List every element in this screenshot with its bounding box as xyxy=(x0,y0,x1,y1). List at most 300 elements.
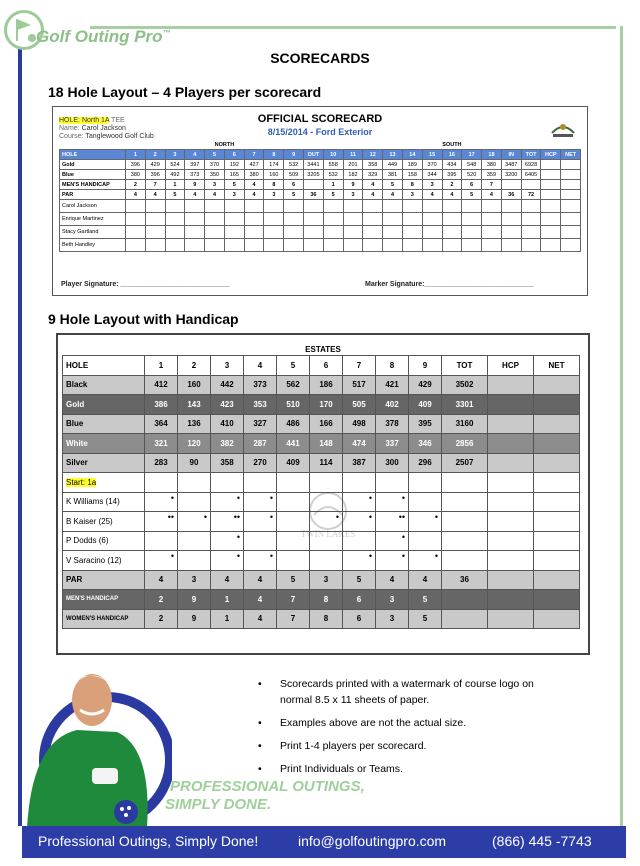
table-cell: 36 xyxy=(501,190,521,200)
score-cell[interactable] xyxy=(422,213,442,226)
table-cell: 410 xyxy=(211,414,244,434)
table-cell: 558 xyxy=(323,160,343,170)
table-cell xyxy=(534,414,580,434)
score-cell[interactable] xyxy=(224,213,244,226)
table-cell: 373 xyxy=(185,170,205,180)
table-cell: 524 xyxy=(165,160,185,170)
header-cell: 12 xyxy=(363,150,383,160)
table-cell: Blue xyxy=(60,170,126,180)
table-cell: 9 xyxy=(178,609,211,629)
score-cell[interactable] xyxy=(402,213,422,226)
score-cell[interactable] xyxy=(126,226,146,239)
score-cell[interactable] xyxy=(185,200,205,213)
score-cell[interactable] xyxy=(224,239,244,252)
table-cell: 396 xyxy=(145,170,165,180)
table-cell: 3200 xyxy=(501,170,521,180)
table-cell: 380 xyxy=(244,170,264,180)
score-cell[interactable] xyxy=(363,239,383,252)
score-cell[interactable] xyxy=(244,226,264,239)
table-cell: 492 xyxy=(165,170,185,180)
table-cell: 5 xyxy=(323,190,343,200)
table-cell: 2507 xyxy=(442,453,488,473)
blank-cell xyxy=(488,473,534,493)
score-cell[interactable] xyxy=(264,213,284,226)
table-cell: 165 xyxy=(224,170,244,180)
header-cell: 16 xyxy=(442,150,462,160)
table-cell: 3502 xyxy=(442,375,488,395)
score-cell[interactable]: • xyxy=(145,492,178,512)
score-cell[interactable] xyxy=(284,226,304,239)
table-cell: 412 xyxy=(145,375,178,395)
score-cell[interactable] xyxy=(145,239,165,252)
score-cell[interactable] xyxy=(561,239,581,252)
score-cell[interactable] xyxy=(402,200,422,213)
score-cell[interactable] xyxy=(224,200,244,213)
table-cell: 505 xyxy=(343,395,376,415)
player-name: V Saracino (12) xyxy=(63,551,145,571)
score-cell[interactable]: • xyxy=(343,551,376,571)
score-cell[interactable] xyxy=(442,213,462,226)
header-cell: 4 xyxy=(244,356,277,376)
table-cell: Gold xyxy=(60,160,126,170)
table-cell: 3 xyxy=(402,190,422,200)
score-cell[interactable] xyxy=(541,213,561,226)
score-cell[interactable] xyxy=(534,551,580,571)
table-cell: 498 xyxy=(343,414,376,434)
score-cell[interactable]: • xyxy=(343,512,376,532)
score-cell[interactable] xyxy=(205,200,225,213)
score-cell[interactable] xyxy=(126,239,146,252)
table-cell: 395 xyxy=(409,414,442,434)
table-cell: 4 xyxy=(126,190,146,200)
score-cell[interactable] xyxy=(323,239,343,252)
table-cell: 3301 xyxy=(442,395,488,415)
score-cell[interactable] xyxy=(264,239,284,252)
header-cell: 3 xyxy=(211,356,244,376)
table-cell: 160 xyxy=(178,375,211,395)
score-cell[interactable]: • xyxy=(211,492,244,512)
table-cell: 520 xyxy=(462,170,482,180)
table-cell: 353 xyxy=(244,395,277,415)
table-cell: 6 xyxy=(343,609,376,629)
table-cell xyxy=(488,434,534,454)
blank-cell xyxy=(376,473,409,493)
score-cell[interactable] xyxy=(534,512,580,532)
score-cell[interactable] xyxy=(442,512,488,532)
hole-label: HOLE: xyxy=(59,117,81,124)
score-cell[interactable] xyxy=(534,531,580,551)
tagline-line-2: SIMPLY DONE. xyxy=(165,796,272,813)
table-cell: 9 xyxy=(185,180,205,190)
table-cell: 9 xyxy=(343,180,363,190)
table-cell: 3 xyxy=(224,190,244,200)
score-cell[interactable] xyxy=(383,239,403,252)
header-cell: 8 xyxy=(376,356,409,376)
table-cell xyxy=(488,395,534,415)
table-cell: 114 xyxy=(310,453,343,473)
score-cell[interactable] xyxy=(521,213,541,226)
table-cell: 186 xyxy=(310,375,343,395)
score-cell[interactable]: • xyxy=(409,512,442,532)
table-cell xyxy=(488,453,534,473)
table-row xyxy=(60,160,581,170)
score-cell[interactable] xyxy=(185,226,205,239)
score-cell[interactable] xyxy=(521,239,541,252)
table-cell xyxy=(488,414,534,434)
score-cell[interactable] xyxy=(185,239,205,252)
score-cell[interactable] xyxy=(534,492,580,512)
player-signature-line: Player Signature: ____________________________ xyxy=(61,281,230,288)
table-cell: 329 xyxy=(363,170,383,180)
name-label: Name: xyxy=(59,125,80,132)
score-cell[interactable]: • xyxy=(310,512,343,532)
north-label: NORTH xyxy=(214,142,235,148)
table-cell: 182 xyxy=(343,170,363,180)
score-cell[interactable] xyxy=(145,200,165,213)
score-cell[interactable] xyxy=(462,200,482,213)
score-cell[interactable] xyxy=(310,551,343,571)
score-cell[interactable] xyxy=(343,226,363,239)
tee-row xyxy=(63,434,580,454)
table-cell: 3 xyxy=(376,609,409,629)
score-cell[interactable] xyxy=(488,512,534,532)
score-cell[interactable] xyxy=(541,239,561,252)
score-cell[interactable]: • xyxy=(244,512,277,532)
table-cell: 4 xyxy=(363,180,383,190)
table-cell: 409 xyxy=(409,395,442,415)
table-cell xyxy=(541,180,561,190)
score-cell[interactable] xyxy=(363,226,383,239)
table-cell: 327 xyxy=(244,414,277,434)
score-cell[interactable]: • xyxy=(211,531,244,551)
table-cell: 120 xyxy=(178,434,211,454)
score-cell[interactable] xyxy=(343,239,363,252)
score-cell[interactable] xyxy=(482,226,502,239)
table-cell: 296 xyxy=(409,453,442,473)
score-cell[interactable] xyxy=(363,213,383,226)
score-cell[interactable] xyxy=(145,226,165,239)
player-name: Beth Handley xyxy=(60,239,126,252)
score-cell[interactable]: • xyxy=(178,512,211,532)
score-cell[interactable] xyxy=(165,226,185,239)
score-cell[interactable] xyxy=(442,551,488,571)
table-cell: 7 xyxy=(277,609,310,629)
table-cell: 2 xyxy=(145,590,178,610)
score-cell[interactable] xyxy=(409,492,442,512)
table-cell: 4 xyxy=(376,570,409,590)
score-cell[interactable] xyxy=(244,213,264,226)
south-label: SOUTH xyxy=(442,142,462,148)
score-cell[interactable]: •• xyxy=(145,512,178,532)
score-cell[interactable]: • xyxy=(244,551,277,571)
score-cell[interactable] xyxy=(145,531,178,551)
score-cell[interactable] xyxy=(462,226,482,239)
table-cell: 382 xyxy=(211,434,244,454)
table-cell xyxy=(534,590,580,610)
score-cell[interactable] xyxy=(442,239,462,252)
score-cell[interactable] xyxy=(277,551,310,571)
table-cell: 72 xyxy=(521,190,541,200)
header-row xyxy=(63,356,580,376)
table-cell: 3 xyxy=(310,570,343,590)
tee-row xyxy=(63,395,580,415)
score-cell[interactable] xyxy=(561,213,581,226)
header-cell: OUT xyxy=(304,150,324,160)
score-cell[interactable] xyxy=(501,226,521,239)
table-cell xyxy=(501,180,521,190)
score-cell[interactable] xyxy=(304,213,324,226)
score-cell[interactable] xyxy=(165,239,185,252)
score-cell[interactable] xyxy=(126,213,146,226)
score-cell[interactable] xyxy=(442,200,462,213)
table-cell: 350 xyxy=(205,170,225,180)
scorecard-18-table xyxy=(59,141,581,252)
table-cell: 36 xyxy=(442,570,488,590)
footer-row xyxy=(63,590,580,610)
score-cell[interactable] xyxy=(304,239,324,252)
table-cell xyxy=(488,609,534,629)
table-cell: 1 xyxy=(323,180,343,190)
score-cell[interactable] xyxy=(323,200,343,213)
table-cell: 3 xyxy=(264,190,284,200)
header-cell: 2 xyxy=(178,356,211,376)
table-cell xyxy=(561,190,581,200)
score-cell[interactable]: • xyxy=(211,551,244,571)
table-cell: 3487 xyxy=(501,160,521,170)
score-cell[interactable] xyxy=(165,213,185,226)
score-cell[interactable] xyxy=(284,213,304,226)
table-cell: 364 xyxy=(145,414,178,434)
score-cell[interactable] xyxy=(488,531,534,551)
header-cell: 17 xyxy=(462,150,482,160)
score-cell[interactable] xyxy=(165,200,185,213)
table-cell: 4 xyxy=(422,190,442,200)
table-cell: 170 xyxy=(310,395,343,415)
score-cell[interactable] xyxy=(244,239,264,252)
score-cell[interactable] xyxy=(501,213,521,226)
table-cell: 166 xyxy=(310,414,343,434)
table-cell: 4 xyxy=(244,180,264,190)
score-cell[interactable] xyxy=(178,492,211,512)
bullet-item: • Examples above are not the actual size. xyxy=(258,715,558,731)
bullet-item: • Scorecards printed with a watermark of course logo on normal 8.5 x 11 sheets of paper. xyxy=(258,676,558,708)
table-cell: 7 xyxy=(145,180,165,190)
score-cell[interactable] xyxy=(482,239,502,252)
player-name: Stacy Gartland xyxy=(60,226,126,239)
score-cell[interactable]: • xyxy=(409,551,442,571)
score-cell[interactable]: • xyxy=(145,551,178,571)
table-cell: 5 xyxy=(462,190,482,200)
table-cell: 509 xyxy=(284,170,304,180)
footer-phone: (866) 445 -7743 xyxy=(492,833,592,849)
footer-row xyxy=(63,609,580,629)
header-cell: 9 xyxy=(409,356,442,376)
header-cell: 11 xyxy=(343,150,363,160)
score-cell[interactable] xyxy=(205,226,225,239)
score-cell[interactable] xyxy=(402,226,422,239)
table-cell: 434 xyxy=(442,160,462,170)
player-name: Enrique Martinez xyxy=(60,213,126,226)
table-cell: 136 xyxy=(178,414,211,434)
table-cell: 474 xyxy=(343,434,376,454)
table-cell: 2 xyxy=(145,609,178,629)
score-cell[interactable] xyxy=(264,226,284,239)
score-cell[interactable] xyxy=(185,213,205,226)
table-cell: 4 xyxy=(244,190,264,200)
score-cell[interactable] xyxy=(482,213,502,226)
score-cell[interactable] xyxy=(205,213,225,226)
frame-right-border xyxy=(620,26,623,826)
table-cell: 1 xyxy=(211,609,244,629)
table-cell: 160 xyxy=(264,170,284,180)
table-cell: 2 xyxy=(442,180,462,190)
player-name: K Williams (14) xyxy=(63,492,145,512)
table-cell: 4 xyxy=(185,190,205,200)
score-cell[interactable] xyxy=(224,226,244,239)
marker-signature-line: Marker Signature:____________________________ xyxy=(365,281,534,288)
score-cell[interactable] xyxy=(422,200,442,213)
tee-row xyxy=(63,375,580,395)
scorecard-subtitle: 8/15/2014 - Ford Exterior xyxy=(267,127,373,137)
score-cell[interactable] xyxy=(501,200,521,213)
table-cell xyxy=(561,160,581,170)
score-cell[interactable] xyxy=(205,239,225,252)
score-cell[interactable] xyxy=(383,213,403,226)
table-cell: 6 xyxy=(343,590,376,610)
header-cell: IN xyxy=(501,150,521,160)
score-cell[interactable] xyxy=(541,226,561,239)
table-cell xyxy=(541,170,561,180)
footer-email-link[interactable]: info@golfoutingpro.com xyxy=(298,833,447,849)
table-cell: 378 xyxy=(376,414,409,434)
score-cell[interactable] xyxy=(561,200,581,213)
footer-slogan: Professional Outings, Simply Done! xyxy=(38,833,259,849)
score-cell[interactable] xyxy=(462,239,482,252)
table-cell: Blue xyxy=(63,414,145,434)
score-cell[interactable] xyxy=(409,531,442,551)
start-cell xyxy=(63,473,145,493)
score-cell[interactable] xyxy=(178,551,211,571)
score-cell[interactable] xyxy=(402,239,422,252)
score-cell[interactable] xyxy=(482,200,502,213)
table-cell: 5 xyxy=(224,180,244,190)
header-cell: TOT xyxy=(521,150,541,160)
table-cell: 380 xyxy=(482,160,502,170)
header-cell: 6 xyxy=(310,356,343,376)
score-cell[interactable] xyxy=(343,200,363,213)
score-cell[interactable] xyxy=(284,200,304,213)
header-cell: 7 xyxy=(244,150,264,160)
table-cell: 36 xyxy=(304,190,324,200)
score-cell[interactable] xyxy=(462,213,482,226)
score-cell[interactable]: •• xyxy=(376,512,409,532)
score-cell[interactable] xyxy=(126,200,146,213)
score-cell[interactable] xyxy=(284,239,304,252)
score-cell[interactable] xyxy=(422,226,442,239)
score-cell[interactable] xyxy=(383,200,403,213)
table-cell: 189 xyxy=(402,160,422,170)
score-cell[interactable] xyxy=(541,200,561,213)
score-cell[interactable]: • xyxy=(244,492,277,512)
score-cell[interactable] xyxy=(488,551,534,571)
score-cell[interactable] xyxy=(343,213,363,226)
header-cell: 7 xyxy=(343,356,376,376)
score-cell[interactable]: • xyxy=(376,551,409,571)
table-cell: 370 xyxy=(422,160,442,170)
score-cell[interactable] xyxy=(363,200,383,213)
header-cell: 15 xyxy=(422,150,442,160)
table-cell: PAR xyxy=(63,570,145,590)
score-cell[interactable] xyxy=(521,200,541,213)
score-cell[interactable] xyxy=(244,531,277,551)
table-cell: 3160 xyxy=(442,414,488,434)
score-cell[interactable]: •• xyxy=(211,512,244,532)
table-row xyxy=(60,180,581,190)
score-cell[interactable] xyxy=(422,239,442,252)
table-cell: Black xyxy=(63,375,145,395)
table-cell xyxy=(304,180,324,190)
score-cell[interactable] xyxy=(323,226,343,239)
table-cell xyxy=(534,375,580,395)
score-cell[interactable] xyxy=(178,531,211,551)
blank-cell xyxy=(442,473,488,493)
score-cell[interactable] xyxy=(501,239,521,252)
score-cell[interactable] xyxy=(442,492,488,512)
score-cell[interactable] xyxy=(264,200,284,213)
score-cell[interactable] xyxy=(323,213,343,226)
table-cell: 4 xyxy=(145,570,178,590)
table-cell: 449 xyxy=(383,160,403,170)
score-cell[interactable]: • xyxy=(376,492,409,512)
header-cell: NET xyxy=(534,356,580,376)
table-cell: 4 xyxy=(383,190,403,200)
score-cell[interactable] xyxy=(145,213,165,226)
section-heading-9-hole: 9 Hole Layout with Handicap xyxy=(48,311,239,327)
score-cell[interactable] xyxy=(561,226,581,239)
player-row xyxy=(60,239,581,252)
brand-logo-text: Golf Outing Pro™ xyxy=(36,27,171,46)
table-cell: 380 xyxy=(126,170,146,180)
score-cell[interactable] xyxy=(244,200,264,213)
score-cell[interactable] xyxy=(304,200,324,213)
table-cell: 4 xyxy=(145,190,165,200)
table-cell: 373 xyxy=(244,375,277,395)
course-label: Course: xyxy=(59,133,84,140)
table-cell: 3 xyxy=(205,180,225,190)
table-cell xyxy=(534,609,580,629)
table-row xyxy=(60,190,581,200)
score-cell[interactable] xyxy=(442,531,488,551)
table-cell: 6 xyxy=(462,180,482,190)
score-cell[interactable]: • xyxy=(343,492,376,512)
score-cell[interactable] xyxy=(488,492,534,512)
table-cell: 158 xyxy=(402,170,422,180)
table-cell: 429 xyxy=(145,160,165,170)
table-cell: 321 xyxy=(145,434,178,454)
score-cell[interactable] xyxy=(521,226,541,239)
score-cell[interactable] xyxy=(304,226,324,239)
table-cell: 174 xyxy=(264,160,284,170)
table-cell: 6928 xyxy=(521,160,541,170)
score-cell[interactable] xyxy=(383,226,403,239)
header-cell: HOLE xyxy=(63,356,145,376)
tagline-line-1: PROFESSIONAL OUTINGS, xyxy=(170,778,365,795)
score-cell[interactable]: • xyxy=(376,531,409,551)
table-cell: 409 xyxy=(277,453,310,473)
header-cell: 6 xyxy=(224,150,244,160)
table-cell: 7 xyxy=(482,180,502,190)
score-cell[interactable] xyxy=(442,226,462,239)
